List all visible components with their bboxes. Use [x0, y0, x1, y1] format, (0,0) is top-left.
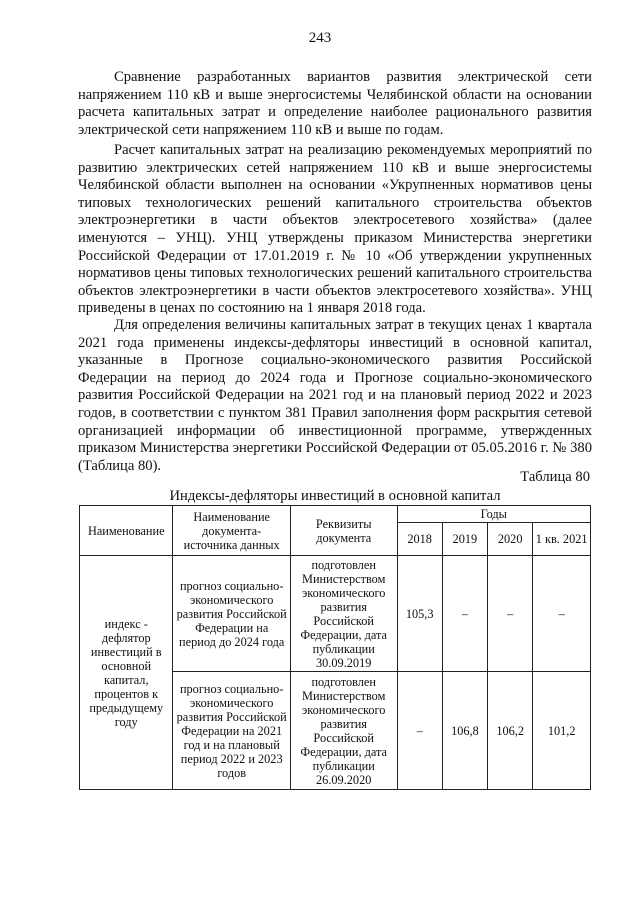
paragraph-comparison: Сравнение разработанных вариантов развития электрической сети напряжением 110 кВ и выше энергосистемы Челябинской области на основании расчета капитальных затрат и определение наиболее рационального развития электрической сети напряжением 110 кВ и выше по годам.	[78, 69, 592, 138]
indicator-name: индекс - дефлятор инвестиций в основной капитал, процентов к предыдущему году	[80, 556, 173, 790]
deflator-table	[79, 505, 591, 790]
row-details: подготовлен Министерством экономического развития Российской Федерации, дата публикации 26.09.2020	[290, 672, 397, 790]
value-2019: 106,8	[442, 672, 487, 790]
header-year-2018: 2018	[397, 523, 442, 556]
value-2018: 105,3	[397, 556, 442, 672]
header-name: Наименование	[80, 506, 173, 556]
value-2021-q1: –	[533, 556, 591, 672]
header-document-details: Реквизиты документа	[290, 506, 397, 556]
value-2021-q1: 101,2	[533, 672, 591, 790]
table-header-row	[80, 506, 591, 523]
header-year-2021-q1: 1 кв. 2021	[533, 523, 591, 556]
table-label: Таблица 80	[520, 469, 590, 485]
table-title: Индексы-дефляторы инвестиций в основной капитал	[169, 488, 501, 504]
table-row	[80, 556, 591, 672]
value-2018: –	[397, 672, 442, 790]
value-2020: 106,2	[488, 672, 533, 790]
row-source: прогноз социально-экономического развития Российской Федерации на 2021 год и на плановый период 2022 и 2023 годов	[173, 672, 290, 790]
header-source-document: Наименование документа-источника данных	[173, 506, 290, 556]
row-details: подготовлен Министерством экономического развития Российской Федерации, дата публикации 30.09.2019	[290, 556, 397, 672]
paragraph-deflator-indices: Для определения величины капитальных затрат в текущих ценах 1 квартала 2021 года применены индексы-дефляторы инвестиций в основной капитал, указанные в Прогнозе социально-экономического развития Российской Федерации на период до 2024 года и Прогнозе социально-экономического развития Российской Федерации на 2021 год и на плановый период 2022 и 2023 годов, в соответствии с пунктом 381 Правил заполнения форм раскрытия сетевой организацией информации об инвестиционной программе, утвержденных приказом Министерства энергетики Российской Федерации от 05.05.2016 г. № 380 (Таблица 80).	[78, 317, 592, 474]
value-2019: –	[442, 556, 487, 672]
header-year-2019: 2019	[442, 523, 487, 556]
header-year-2020: 2020	[488, 523, 533, 556]
row-source: прогноз социально-экономического развития Российской Федерации на период до 2024 года	[173, 556, 290, 672]
value-2020: –	[488, 556, 533, 672]
header-years-group: Годы	[397, 506, 590, 523]
paragraph-capital-cost-calculation: Расчет капитальных затрат на реализацию рекомендуемых мероприятий по развитию электрических сетей напряжением 110 кВ и выше энергосистемы Челябинской области выполнен на основании «Укрупненных нормативов цены типовых технологических решений капитального строительства объектов электроэнергетики в части объектов электросетевого хозяйства» (далее именуются – УНЦ). УНЦ утверждены приказом Министерства энергетики Российской Федерации от 17.01.2019 г. № 10 «Об утверждении укрупненных нормативов цены типовых технологических решений капитального строительства объектов электроэнергетики в части объектов электросетевого хозяйства». УНЦ приведены в ценах по состоянию на 1 января 2018 года.	[78, 142, 592, 317]
page-number: 243	[308, 30, 332, 46]
